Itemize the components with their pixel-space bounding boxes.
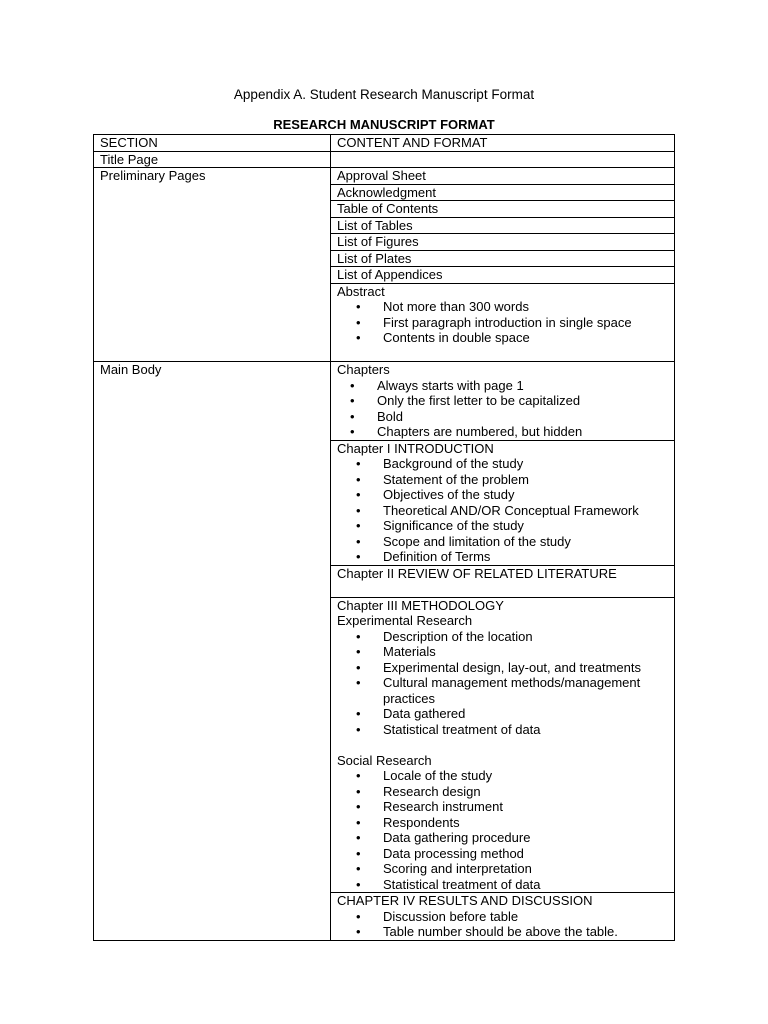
chapter2-title: Chapter II REVIEW OF RELATED LITERATURE	[337, 565, 617, 581]
table-header-row	[94, 135, 675, 152]
chapter1-bullets	[337, 456, 668, 565]
content-cell: Table of Contents	[331, 201, 675, 218]
abstract-cell	[331, 283, 675, 362]
list-item: • Scoring and interpretation	[356, 861, 532, 876]
list-item: • First paragraph introduction in single space	[356, 314, 632, 330]
list-item: • Description of the location	[356, 628, 533, 644]
bullet-icon: •	[356, 861, 361, 876]
section-title-page: Title Page	[94, 151, 331, 168]
bullet-icon: •	[356, 502, 361, 518]
bullet-icon: •	[356, 783, 361, 799]
list-item: • Data gathered	[356, 706, 466, 721]
list-item: • Contents in double space	[356, 330, 530, 345]
bullet-icon: •	[350, 377, 355, 393]
content-cell: List of Figures	[331, 234, 675, 251]
chapters-cell	[331, 362, 675, 441]
list-item: • Only the first letter to be capitalized	[350, 393, 581, 408]
chapter4-bullets	[337, 909, 668, 940]
list-item: • Background of the study	[356, 456, 524, 471]
list-item: • Scope and limitation of the study	[356, 533, 571, 549]
bullet-icon: •	[356, 908, 361, 924]
bullet-icon: •	[356, 675, 361, 690]
content-cell: List of Plates	[331, 250, 675, 267]
bullet-icon: •	[356, 644, 361, 659]
table-row	[94, 362, 675, 441]
bullet-icon: •	[356, 876, 361, 892]
bullet-icon: •	[356, 314, 361, 330]
bullet-icon: •	[356, 799, 361, 814]
list-item: • Table number should be above the table.	[356, 924, 618, 939]
chapter2-cell	[331, 565, 675, 597]
list-item: • Not more than 300 words	[356, 299, 529, 314]
chapter3-cell	[331, 597, 675, 893]
list-item: • Bold	[350, 408, 404, 424]
list-item: • Locale of the study	[356, 768, 493, 783]
list-item: • Respondents	[356, 814, 460, 830]
bullet-icon: •	[356, 299, 361, 314]
list-item: • Experimental design, lay-out, and treatments	[356, 659, 641, 675]
abstract-title: Abstract	[337, 283, 385, 299]
bullet-icon: •	[356, 487, 361, 502]
section-preliminary-pages: Preliminary Pages	[94, 168, 331, 362]
chapters-title: Chapters	[337, 362, 390, 377]
bullet-icon: •	[356, 471, 361, 487]
bullet-icon: •	[356, 456, 361, 471]
bullet-icon: •	[356, 549, 361, 564]
chapter1-title: Chapter I INTRODUCTION	[337, 440, 494, 456]
table-row	[94, 151, 675, 168]
bullet-icon: •	[350, 393, 355, 408]
appendix-title: Appendix A. Student Research Manuscript Format	[233, 87, 535, 102]
social-bullets	[337, 768, 668, 892]
section-main-body: Main Body	[94, 362, 331, 941]
social-research-title: Social Research	[337, 752, 432, 768]
list-item: • Significance of the study	[356, 518, 524, 533]
content-cell: List of Tables	[331, 217, 675, 234]
list-item: • Theoretical AND/OR Conceptual Framework	[356, 502, 639, 518]
list-item: • Discussion before table	[356, 908, 519, 924]
chapter4-cell	[331, 893, 675, 941]
header-section: SECTION	[94, 135, 331, 152]
bullet-icon: •	[356, 330, 361, 345]
chapters-bullets	[337, 378, 668, 440]
bullet-icon: •	[356, 814, 361, 830]
bullet-icon: •	[356, 830, 361, 845]
bullet-icon: •	[356, 924, 361, 939]
abstract-bullets	[337, 299, 668, 346]
list-item: • Chapters are numbered, but hidden	[350, 424, 583, 439]
list-item: • Statistical treatment of data	[356, 721, 541, 737]
document-title: RESEARCH MANUSCRIPT FORMAT	[273, 117, 495, 132]
content-cell: List of Appendices	[331, 267, 675, 284]
list-item: • Statistical treatment of data	[356, 876, 541, 892]
header-content: CONTENT AND FORMAT	[331, 135, 675, 152]
bullet-icon: •	[356, 845, 361, 861]
list-item: • Cultural management methods/management practices	[356, 675, 641, 706]
content-cell: Approval Sheet	[331, 168, 675, 185]
bullet-icon: •	[356, 721, 361, 737]
list-item: • Materials	[356, 644, 436, 659]
bullet-icon: •	[350, 424, 355, 439]
chapter3-title: Chapter III METHODOLOGY	[337, 597, 504, 613]
list-item: • Objectives of the study	[356, 487, 515, 502]
experimental-bullets	[337, 629, 668, 738]
list-item: • Data processing method	[356, 845, 524, 861]
bullet-icon: •	[356, 628, 361, 644]
bullet-icon: •	[356, 533, 361, 549]
bullet-icon: •	[356, 706, 361, 721]
chapter1-cell	[331, 440, 675, 565]
list-item: • Always starts with page 1	[350, 377, 524, 393]
list-item: • Research instrument	[356, 799, 503, 814]
chapter4-title: CHAPTER IV RESULTS AND DISCUSSION	[337, 893, 593, 908]
bullet-icon: •	[350, 408, 355, 424]
list-item: • Definition of Terms	[356, 549, 491, 564]
bullet-icon: •	[356, 659, 361, 675]
content-cell-empty	[331, 151, 675, 168]
content-cell: Acknowledgment	[331, 184, 675, 201]
list-item: • Data gathering procedure	[356, 830, 531, 845]
list-item: • Statement of the problem	[356, 471, 529, 487]
table-row	[94, 168, 675, 185]
bullet-icon: •	[356, 768, 361, 783]
list-item: • Research design	[356, 783, 481, 799]
bullet-icon: •	[356, 518, 361, 533]
experimental-research-title: Experimental Research	[337, 613, 473, 628]
manuscript-format-table	[93, 134, 675, 941]
